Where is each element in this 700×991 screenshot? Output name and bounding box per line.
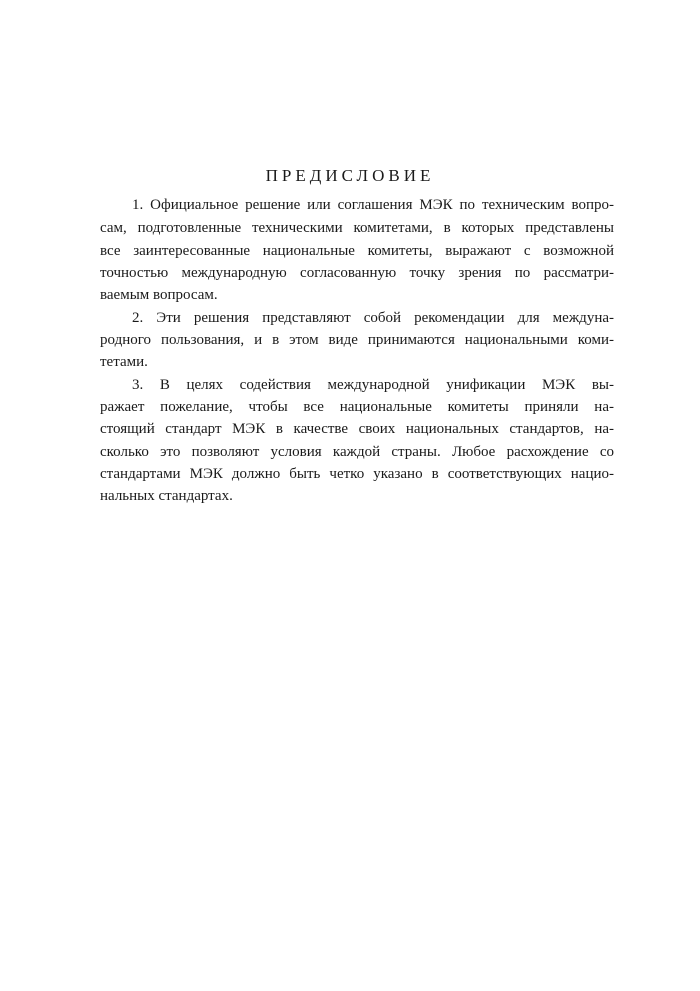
text-line: тетами. bbox=[100, 354, 148, 370]
text-line: 3. В целях содействия международной унификации МЭК вы- bbox=[132, 377, 614, 393]
text-line: стандартами МЭК должно быть четко указано в соответствующих нацио- bbox=[100, 466, 614, 482]
text-line: сколько это позволяют условия каждой страны. Любое расхождение со bbox=[100, 444, 614, 460]
text-line: нальных стандартах. bbox=[100, 488, 233, 504]
text-line: стоящий стандарт МЭК в качестве своих национальных стандартов, на- bbox=[100, 421, 614, 437]
text-line: ражает пожелание, чтобы все национальные комитеты приняли на- bbox=[100, 399, 614, 415]
text-line: родного пользования, и в этом виде принимаются национальными коми- bbox=[100, 332, 614, 348]
text-line: 1. Официальное решение или соглашения МЭК по техническим вопро- bbox=[132, 197, 614, 213]
page-title: ПРЕДИСЛОВИЕ bbox=[265, 166, 435, 185]
text-line: сам, подготовленные техническими комитетами, в которых представлены bbox=[100, 220, 614, 236]
text-line: все заинтересованные национальные комитеты, выражают с возможной bbox=[100, 243, 614, 259]
text-line: 2. Эти решения представляют собой рекомендации для междуна- bbox=[132, 310, 614, 326]
text-line: точностью международную согласованную точку зрения по рассматри- bbox=[100, 265, 614, 281]
text-line: ваемым вопросам. bbox=[100, 287, 218, 303]
